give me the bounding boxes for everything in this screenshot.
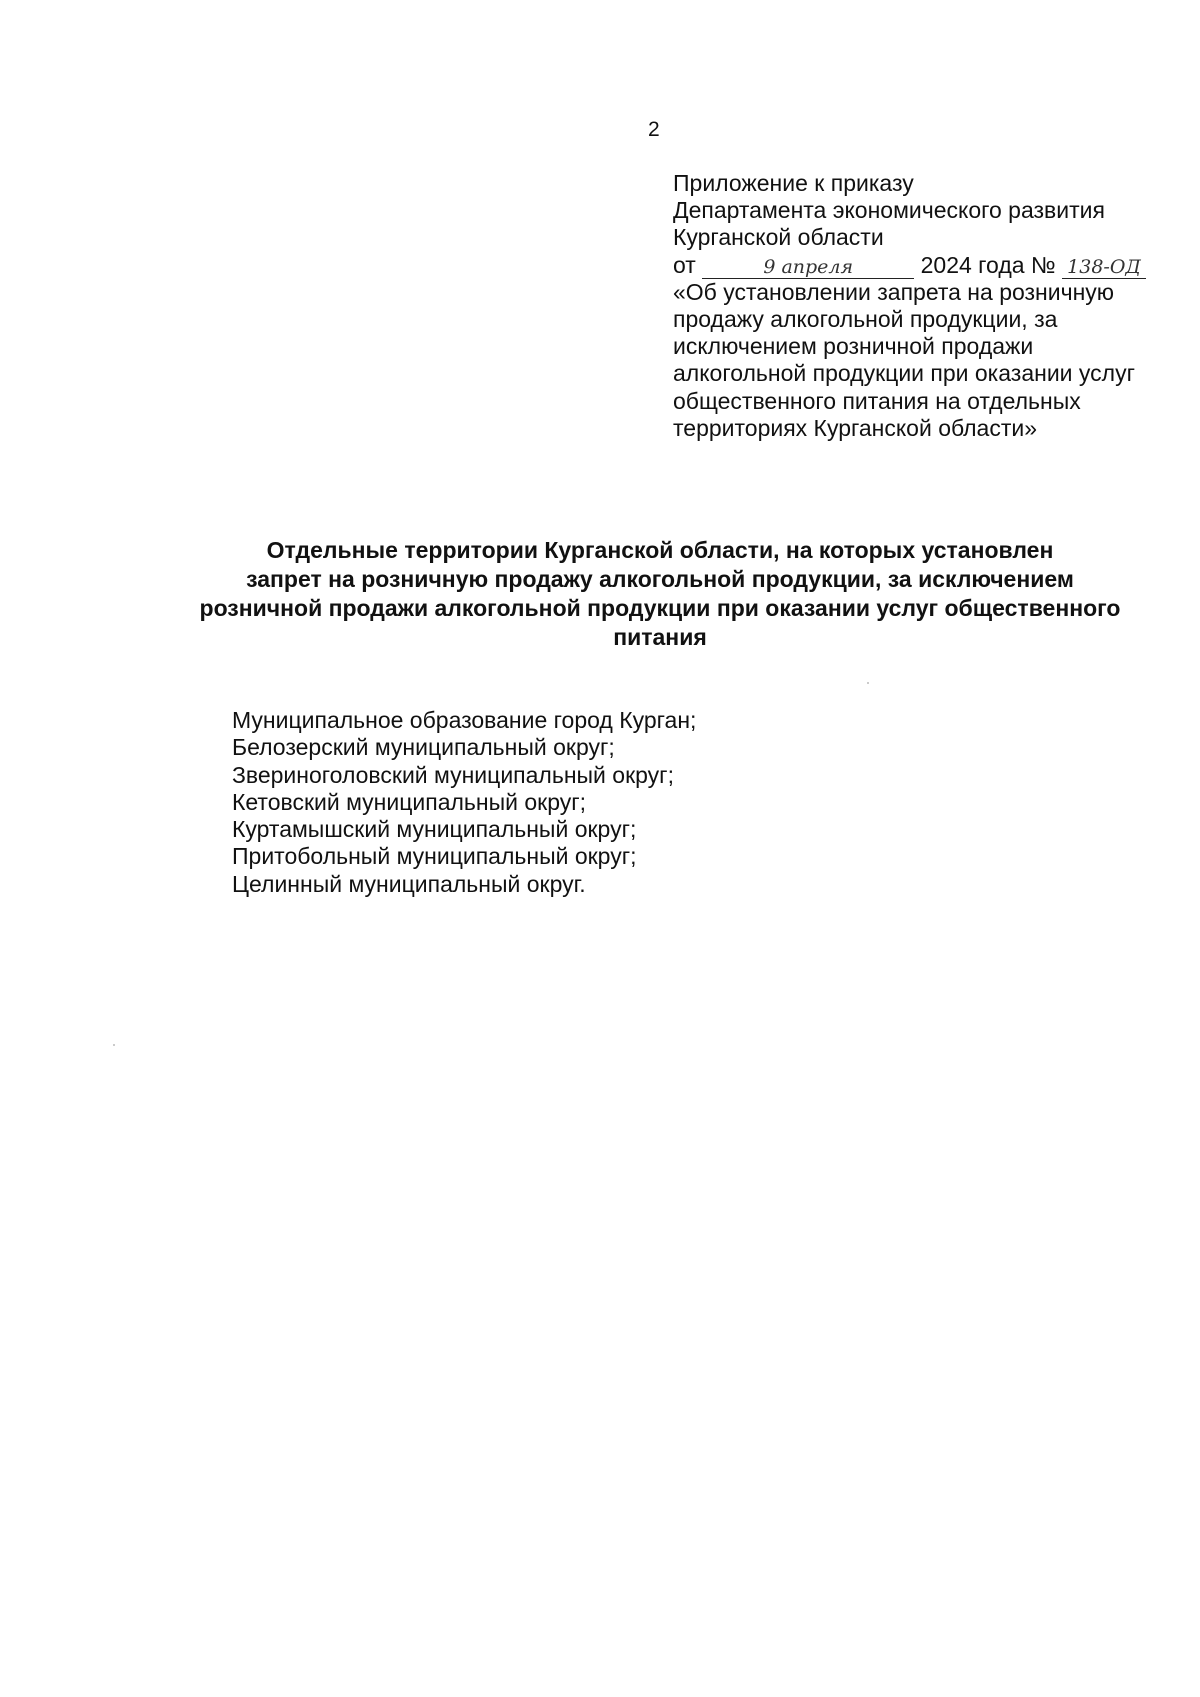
- page-number: 2: [648, 118, 660, 141]
- order-subject-line: продажу алкогольной продукции, за: [673, 306, 1058, 333]
- order-subject-line: территориях Курганской области»: [673, 414, 1038, 441]
- list-item: Куртамышский муниципальный округ;: [232, 816, 637, 843]
- document-title: [160, 536, 1160, 652]
- list-item: Притобольный муниципальный округ;: [232, 843, 637, 870]
- order-subject-line: общественного питания на отдельных: [673, 387, 1081, 414]
- handwritten-order-number: 138-ОД: [1062, 256, 1146, 279]
- order-reference-line: [673, 252, 1178, 279]
- title-line: питания: [613, 624, 707, 650]
- title-line: Отдельные территории Курганской области, на которых установлен: [266, 537, 1054, 563]
- territory-list: [232, 707, 696, 898]
- title-line: розничной продажи алкогольной продукции при оказании услуг общественного: [199, 595, 1121, 621]
- order-subject-line: алкогольной продукции при оказании услуг: [673, 360, 1135, 387]
- order-year-text: 2024 года №: [920, 251, 1056, 278]
- order-prefix: от: [673, 251, 696, 278]
- order-subject-line: «Об установлении запрета на розничную: [673, 278, 1115, 305]
- order-subject-line: исключением розничной продажи: [673, 333, 1034, 360]
- list-item: Звериноголовский муниципальный округ;: [232, 761, 674, 788]
- list-item: Кетовский муниципальный округ;: [232, 788, 587, 815]
- list-item: Белозерский муниципальный округ;: [232, 734, 615, 761]
- title-line: запрет на розничную продажу алкогольной продукции, за исключением: [246, 566, 1074, 592]
- scan-speck: [113, 1044, 115, 1046]
- scan-speck: [867, 682, 869, 684]
- appendix-line: Приложение к приказу: [673, 170, 914, 196]
- appendix-line: Курганской области: [673, 224, 884, 251]
- appendix-header: [673, 170, 1178, 442]
- list-item: Муниципальное образование город Курган;: [232, 707, 697, 733]
- list-item: Целинный муниципальный округ.: [232, 870, 586, 897]
- appendix-line: Департамента экономического развития: [673, 197, 1105, 224]
- handwritten-order-date: 9 апреля: [702, 256, 914, 279]
